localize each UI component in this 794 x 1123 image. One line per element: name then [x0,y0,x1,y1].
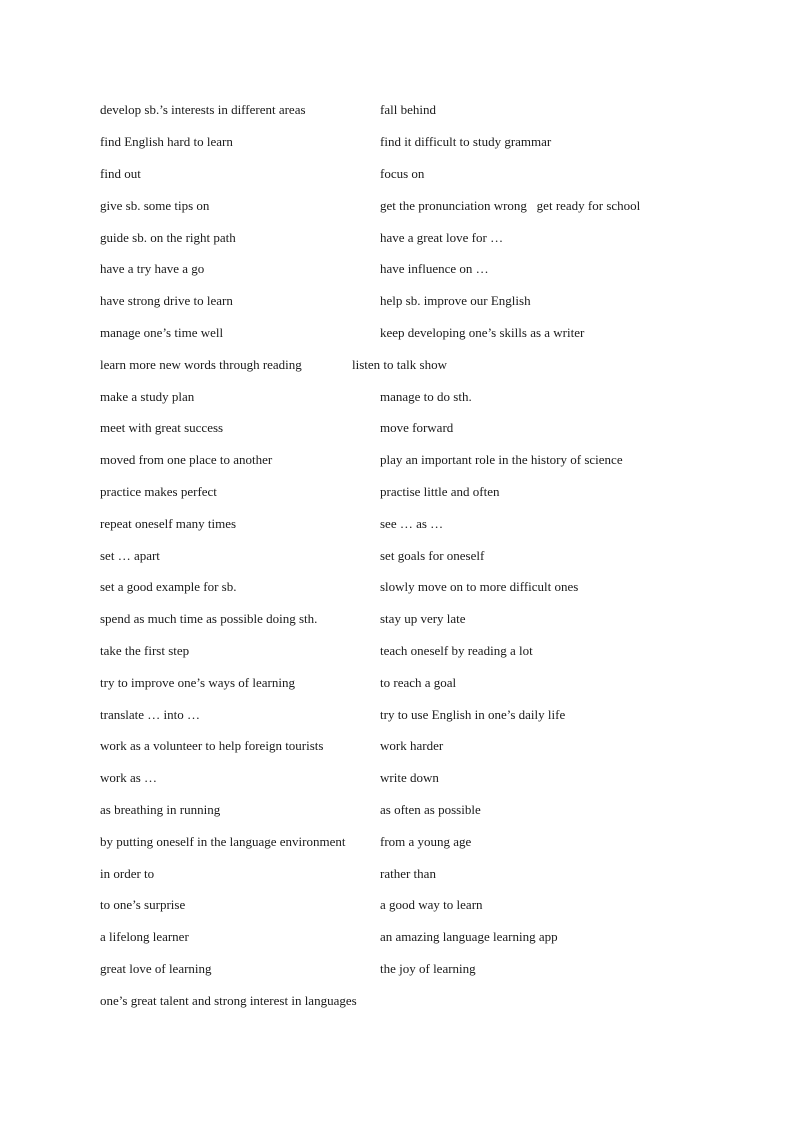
phrase-right: manage to do sth. [380,389,472,404]
phrase-row [0,450,794,470]
phrase-row [0,546,794,566]
phrase-left: a lifelong learner [100,929,189,944]
phrase-right: help sb. improve our English [380,293,531,308]
phrase-right: play an important role in the history of science [380,452,623,467]
phrase-left: try to improve one’s ways of learning [100,675,295,690]
phrase-left: set … apart [100,548,160,563]
phrase-left: have strong drive to learn [100,293,233,308]
phrase-right: get the pronunciation wrong get ready for school [380,198,641,213]
phrase-right: try to use English in one’s daily life [380,707,566,722]
phrase-right: find it difficult to study grammar [380,134,552,149]
phrase-row [0,132,794,152]
phrase-row [0,259,794,279]
phrase-right: keep developing one’s skills as a writer [380,325,585,340]
phrase-right: focus on [380,166,425,181]
phrase-left: take the first step [100,643,190,658]
phrase-row [0,100,794,120]
phrase-left: spend as much time as possible doing sth. [100,611,318,626]
phrase-right: set goals for oneself [380,548,485,563]
phrase-left: develop sb.’s interests in different areas [100,102,306,117]
phrase-row [0,800,794,820]
phrase-right: slowly move on to more difficult ones [380,579,579,594]
phrase-row [0,323,794,343]
phrase-right: see … as … [380,516,444,531]
phrase-left: work as a volunteer to help foreign tourists [100,738,324,753]
phrase-row [0,609,794,629]
phrase-right: rather than [380,866,436,881]
phrase-right: move forward [380,420,454,435]
phrase-left: give sb. some tips on [100,198,210,213]
phrase-right: have a great love for … [380,230,504,245]
phrase-left: moved from one place to another [100,452,273,467]
phrase-left: to one’s surprise [100,897,186,912]
phrase-left: translate … into … [100,707,201,722]
phrase-row [0,418,794,438]
phrase-row [0,959,794,979]
phrase-left: set a good example for sb. [100,579,237,594]
phrase-right: listen to talk show [352,357,447,372]
phrase-left: practice makes perfect [100,484,217,499]
phrase-row [0,514,794,534]
phrase-row [0,164,794,184]
phrase-left: manage one’s time well [100,325,224,340]
phrase-left: repeat oneself many times [100,516,237,531]
phrase-row [0,673,794,693]
phrase-row [0,387,794,407]
phrase-right: stay up very late [380,611,466,626]
phrase-row [0,832,794,852]
phrase-right: from a young age [380,834,472,849]
phrase-left: one’s great talent and strong interest in languages [100,993,357,1008]
phrase-left: meet with great success [100,420,224,435]
phrase-row [0,291,794,311]
phrase-right: have influence on … [380,261,489,276]
phrase-left: make a study plan [100,389,195,404]
phrase-row [0,895,794,915]
phrase-right: as often as possible [380,802,481,817]
phrase-row [0,768,794,788]
phrase-row [0,355,794,375]
phrase-left: by putting oneself in the language environment [100,834,346,849]
phrase-right: to reach a goal [380,675,457,690]
phrase-right: an amazing language learning app [380,929,558,944]
phrase-row [0,577,794,597]
phrase-right: write down [380,770,439,785]
phrase-right: work harder [380,738,444,753]
phrase-row [0,228,794,248]
phrase-left: learn more new words through reading [100,357,302,372]
phrase-right: teach oneself by reading a lot [380,643,533,658]
phrase-right: practise little and often [380,484,500,499]
phrase-left: great love of learning [100,961,212,976]
phrase-row [0,991,794,1011]
phrase-left: work as … [100,770,158,785]
phrase-row [0,864,794,884]
phrase-right: a good way to learn [380,897,483,912]
phrase-left: find English hard to learn [100,134,233,149]
phrase-left: have a try have a go [100,261,205,276]
phrase-row [0,736,794,756]
phrase-left: find out [100,166,141,181]
phrase-row [0,705,794,725]
phrase-right: the joy of learning [380,961,476,976]
phrase-row [0,196,794,216]
phrase-row [0,482,794,502]
phrase-row [0,927,794,947]
phrase-row [0,641,794,661]
phrase-right: fall behind [380,102,436,117]
phrase-left: guide sb. on the right path [100,230,236,245]
phrase-left: in order to [100,866,155,881]
phrase-left: as breathing in running [100,802,221,817]
